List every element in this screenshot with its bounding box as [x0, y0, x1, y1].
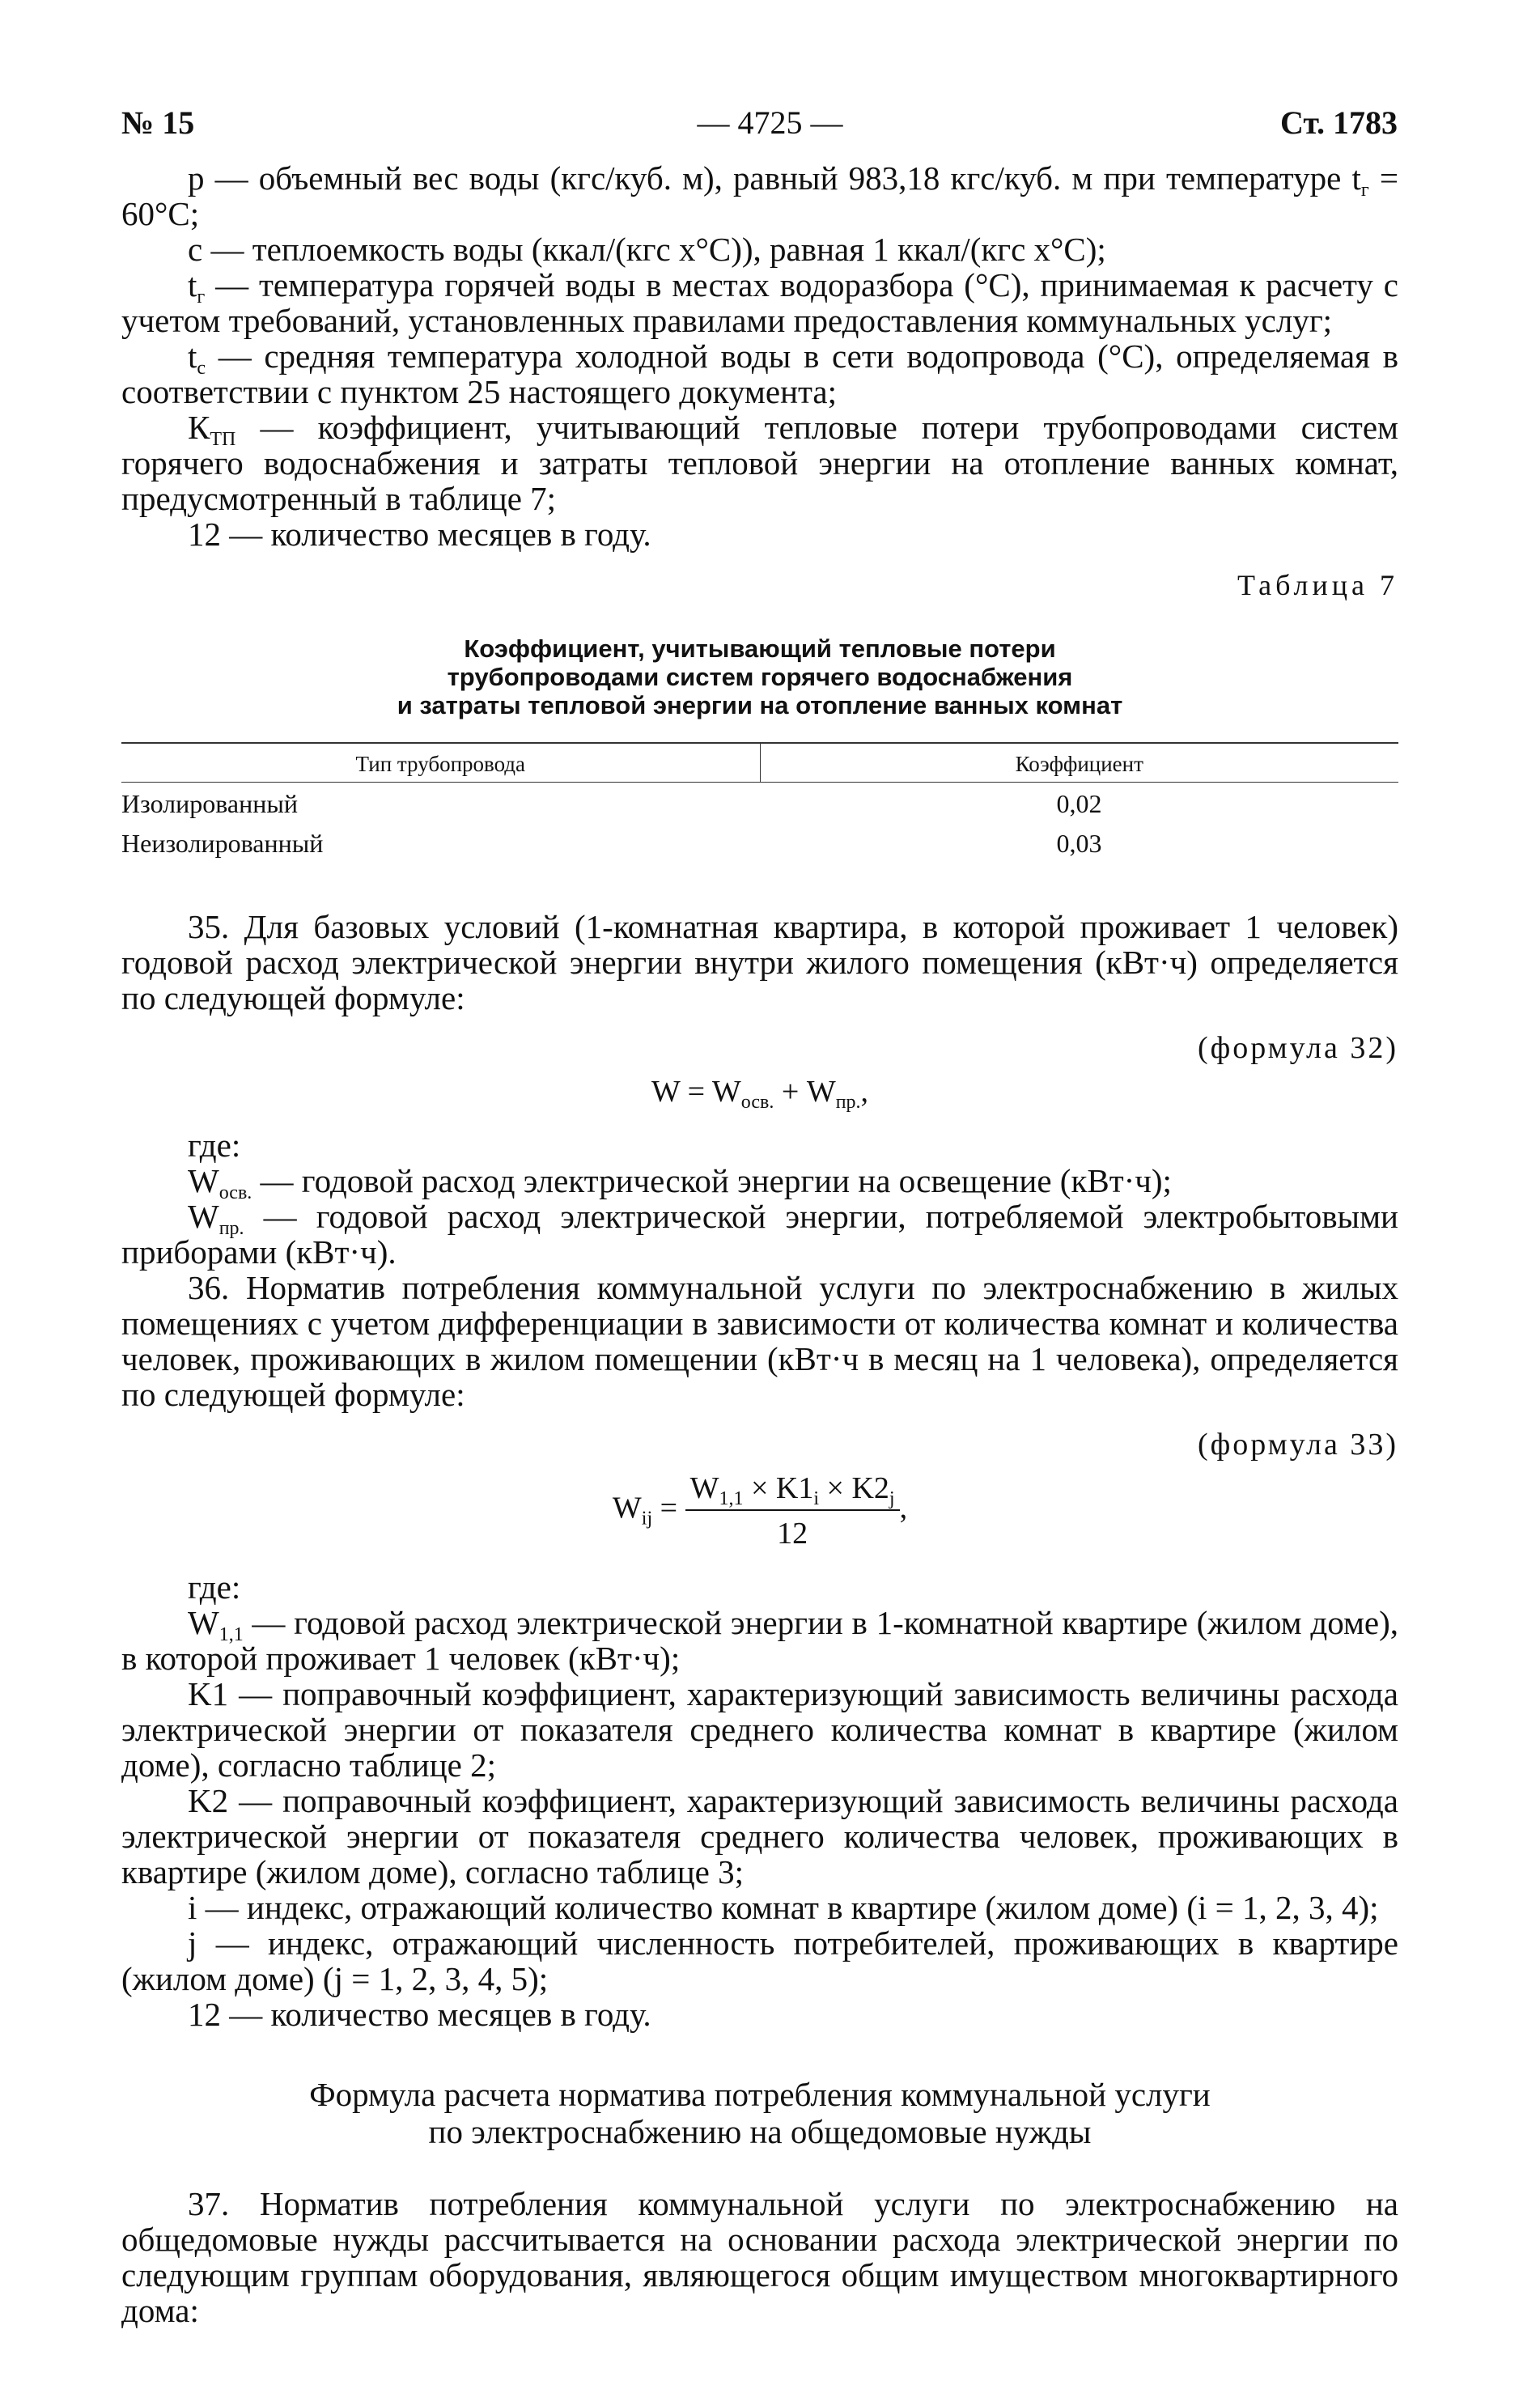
formula-32: $W = W_{осв.} + W_{пр.}$,: [651, 1075, 869, 1113]
table-cell: 0,02: [1056, 789, 1102, 818]
definition-t-hot: $t_г$ — температура горячей воды в местах водоразбора (°С), принимаемая к расчету с учетом требований, установленных правилами предоставления коммунальных услуг;: [121, 266, 1398, 339]
definition-k1: K1 — поправочный коэффициент, характеризующий зависимость величины расхода электрической энергии от показателя среднего количества комнат в квартире (жилом доме), согласно таблице 2;: [121, 1675, 1398, 1784]
table-header-pipe-type: Тип трубопровода: [121, 743, 760, 783]
table-header-coefficient: Коэффициент: [760, 743, 1398, 783]
where-label: где:: [188, 1127, 241, 1164]
definition-k-tp: $К_{ТП}$ — коэффициент, учитывающий тепловые потери трубопроводами систем горячего водоснабжения и затраты тепловой энергии на отопление ванных комнат, предусмотренный в таблице 7;: [121, 409, 1398, 517]
definition-w-pr: $W_{пр.}$ — годовой расход электрической энергии, потребляемой электробытовыми приборами (кВт·ч).: [121, 1198, 1398, 1271]
section-title: Формула расчета норматива потребления коммунальной услуги по электроснабжению на общедомовые нужды: [309, 2076, 1211, 2150]
definition-p: p — объемный вес воды (кгс/куб. м), равный 983,18 кгс/куб. м при температуре $t_г = 60^\circ С$;: [121, 159, 1398, 232]
table-caption: Таблица 7: [1237, 569, 1398, 601]
definition-w-osv: $W_{осв.}$ — годовой расход электрической энергии на освещение (кВт·ч);: [188, 1162, 1172, 1203]
paragraph-36: 36. Норматив потребления коммунальной услуги по электроснабжению в жилых помещениях с учетом дифференциации в зависимости от количества комнат и количества человек, проживающих в жилом помещении (кВт·ч в месяц на 1 человека), определяется по следующей формуле:: [121, 1269, 1398, 1413]
paragraph-37: 37. Норматив потребления коммунальной услуги по электроснабжению на общедомовые нужды рассчитывается на основании расхода электрической энергии по следующим группам оборудования, являющегося общим имуществом многоквартирного дома:: [121, 2185, 1398, 2329]
definition-12-months: 12 — количество месяцев в году.: [188, 1996, 651, 2033]
definition-t-cold: $t_с$ — средняя температура холодной воды в сети водопровода (°С), определяемая в соответствии с пунктом 25 настоящего документа;: [121, 337, 1398, 410]
definition-k2: K2 — поправочный коэффициент, характеризующий зависимость величины расхода электрической энергии от показателя среднего количества человек, проживающих в квартире (жилом доме), согласно таблице 3;: [121, 1782, 1398, 1890]
formula-33: $W_{ij}$ = $\frac{W_{1,1} \times K1_i \times K2_j}{12}$ ,: [612, 1471, 908, 1551]
definition-j: j — индекс, отражающий численность потребителей, проживающих в квартире (жилом доме) (j = 1, 2, 3, 4, 5);: [121, 1924, 1398, 1997]
formula-32-label: (формула 32): [1197, 1031, 1398, 1065]
definition-w11: $W_{1,1}$ — годовой расход электрической энергии в 1-комнатной квартире (жилом доме), в которой проживает 1 человек (кВт·ч);: [121, 1604, 1398, 1677]
formula-33-fraction: $\frac{W_{1,1} \times K1_i \times K2_j}{12}$: [685, 1470, 900, 1551]
definition-i: i — индекс, отражающий количество комнат в квартире (жилом доме) (i = 1, 2, 3, 4);: [188, 1889, 1379, 1926]
paragraph-35: 35. Для базовых условий (1-комнатная квартира, в которой проживает 1 человек) годовой расход электрической энергии внутри жилого помещения (кВт·ч) определяется по следующей формуле:: [121, 908, 1398, 1016]
table-title: Коэффициент, учитывающий тепловые потери трубопроводами систем горячего водоснабжения и затраты тепловой энергии на отопление ванных комнат: [397, 634, 1123, 719]
table-cell: Неизолированный: [121, 829, 324, 858]
formula-33-label: (формула 33): [1197, 1428, 1398, 1462]
table-cell: 0,03: [1056, 829, 1102, 858]
issue-number: № 15: [121, 104, 195, 141]
definition-c: с — теплоемкость воды (ккал/(кгс х°С)), равная 1 ккал/(кгс х°С);: [188, 231, 1106, 268]
article-number: Ст. 1783: [1280, 104, 1398, 141]
coefficient-table: [121, 742, 1398, 862]
page-number: — 4725 —: [697, 104, 843, 141]
table-row: [121, 783, 1398, 823]
definition-12-months: 12 — количество месяцев в году.: [188, 516, 651, 553]
document-body: [121, 160, 1398, 2328]
table-row: [121, 822, 1398, 862]
table-cell: Изолированный: [121, 789, 298, 818]
where-label: где:: [188, 1568, 241, 1606]
